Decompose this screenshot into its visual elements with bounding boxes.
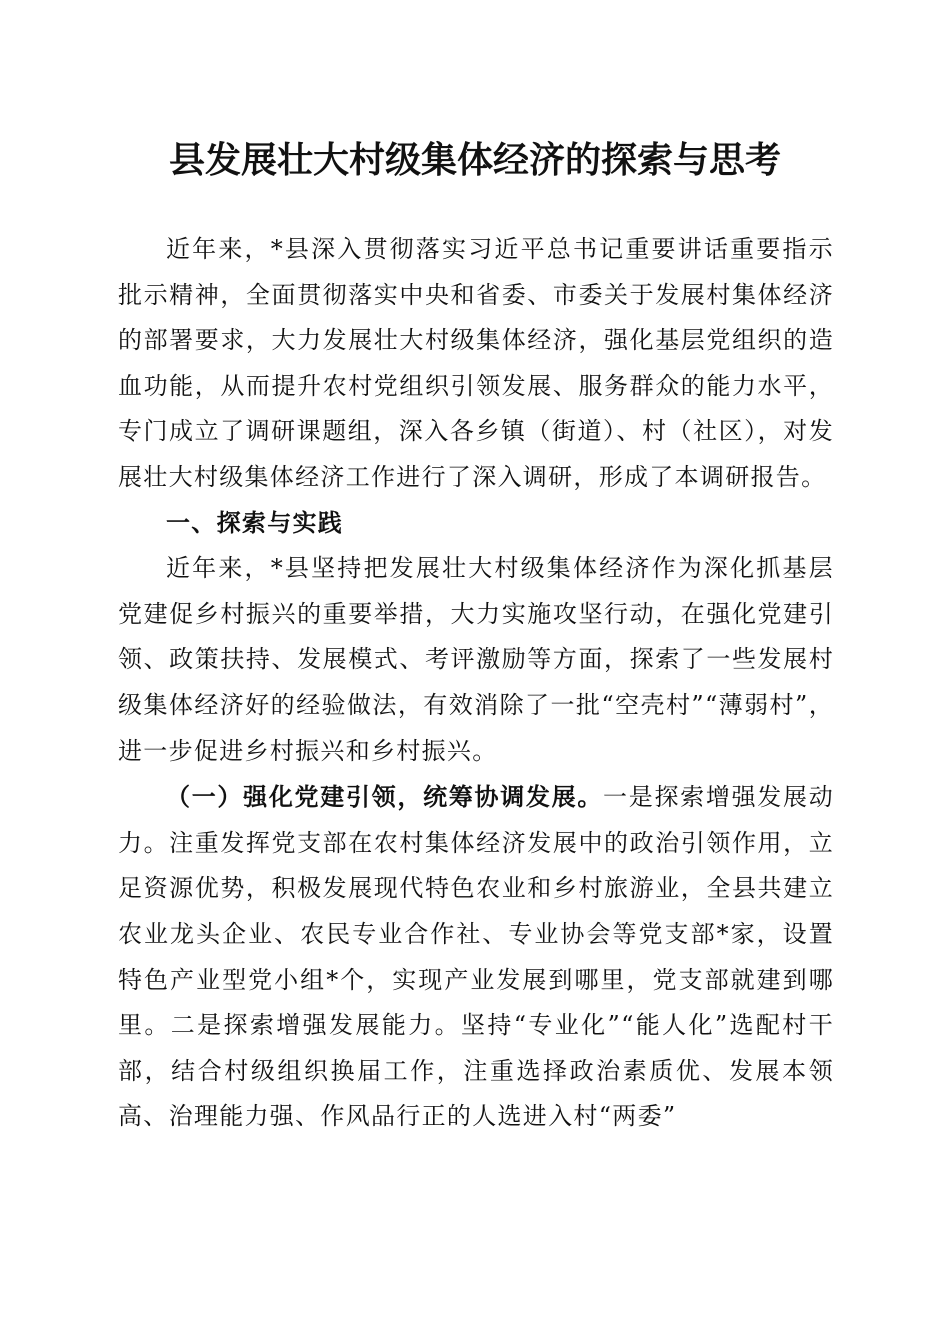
section-heading-1: 一、探索与实践 [166,508,344,537]
document-body [118,227,834,1140]
subsection-1-paragraph [118,774,834,1140]
subsection-heading-1: （一）强化党建引领，统筹协调发展。 [166,782,604,812]
document-title: 县发展壮大村级集体经济的探索与思考 [168,139,781,181]
subsection-1-text: 一是探索增强发展动力。注重发挥党支部在农村集体经济发展中的政治引领作用，立足资源优势，积极发展现代特色农业和乡村旅游业，全县共建立农业龙头企业、农民专业合作社、专业协会等党支部*家，设置特色产业型党小组*个，实现产业发展到哪里，党支部就建到哪里。二是探索增强发展能力。坚持“专业化”“能人化”选配村干部，结合村级组织换届工作，注重选择政治素质优、发展本领高、治理能力强、作风品行正的人选进入村“两委” [118,783,834,1131]
section-1-paragraph: 近年来，*县坚持把发展壮大村级集体经济作为深化抓基层党建促乡村振兴的重要举措，大力实施攻坚行动，在强化党建引领、政策扶持、发展模式、考评激励等方面，探索了一些发展村级集体经济好的经验做法，有效消除了一批“空壳村”“薄弱村”，进一步促进乡村振兴和乡村振兴。 [118,554,834,765]
intro-paragraph: 近年来，*县深入贯彻落实习近平总书记重要讲话重要指示批示精神，全面贯彻落实中央和省委、市委关于发展村集体经济的部署要求，大力发展壮大村级集体经济，强化基层党组织的造血功能，从而提升农村党组织引领发展、服务群众的能力水平，专门成立了调研课题组，深入各乡镇（街道）、村（社区），对发展壮大村级集体经济工作进行了深入调研，形成了本调研报告。 [118,235,834,491]
